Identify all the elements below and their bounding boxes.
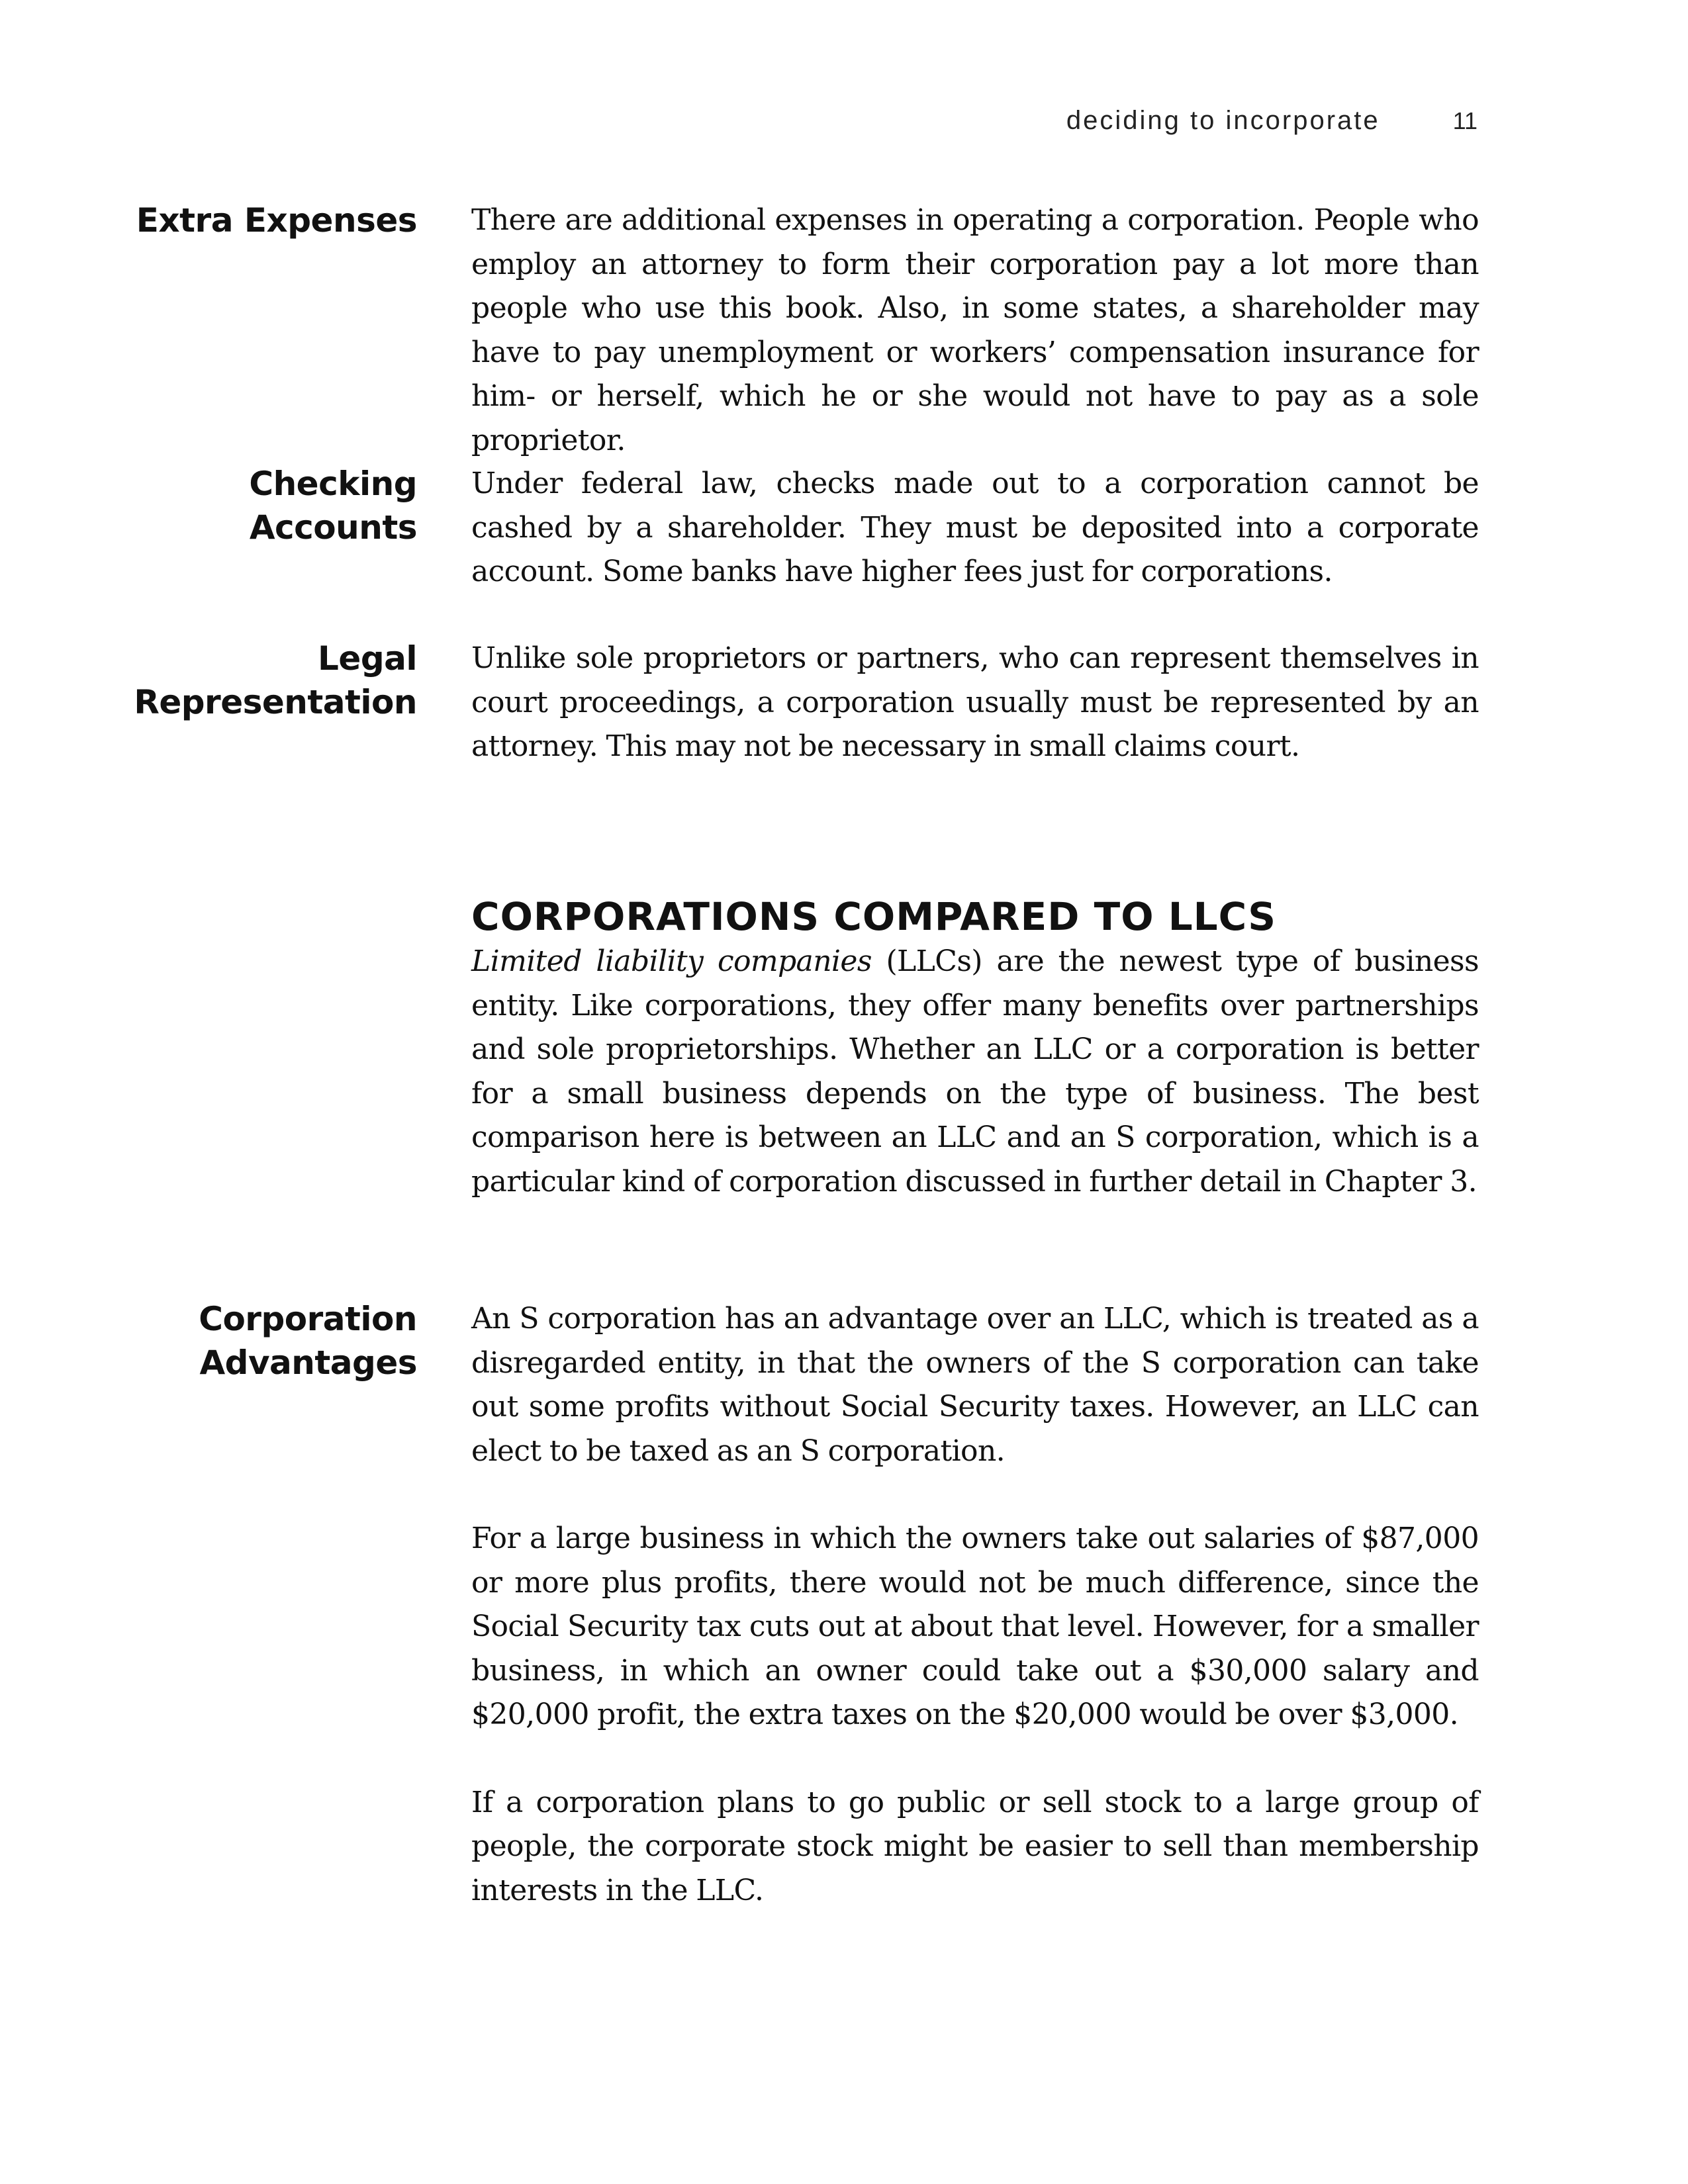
intro-rest: (LLCs) are the newest type of business entity. Like corporations, they offer many benefits over partnerships and sole proprietorships. Whether an LLC or a corporation is better for a small business depends on the type of business. The best comparison here is between an LLC and an S corporation, which is a particular kind of corporation discussed in further detail in Chapter 3.	[471, 944, 1479, 1199]
running-head	[1066, 106, 1477, 136]
page-number: 11	[1452, 107, 1477, 134]
section-heading: CORPORATIONS COMPARED TO LLCS	[471, 894, 1277, 939]
paragraph-extra-expenses: There are additional expenses in operating a corporation. People who employ an attorney to form their corporation pay a lot more than people who use this book. Also, in some states, a shareholder may have to pay unemployment or workers’ compensation insurance for him- or herself, which he or she would not have to pay as a sole proprietor.	[471, 203, 1479, 457]
side-heading-legal-representation	[20, 637, 417, 724]
paragraph-checking-accounts: Under federal law, checks made out to a corporation cannot be cashed by a shareholder. They must be deposited into a corporate account. Some banks have higher fees just for corporations.	[471, 467, 1479, 588]
side-heading-extra-expenses	[20, 199, 417, 242]
paragraph-advantages-1: An S corporation has an advantage over an LLC, which is treated as a disregarded entity, in that the owners of the S corporation can take out some profits without Social Security taxes. However, an LLC can elect to be taxed as an S corporation.	[471, 1302, 1479, 1468]
paragraph-llc-intro	[471, 940, 1479, 1204]
side-heading-corporation-advantages	[20, 1297, 417, 1385]
intro-italic-term: Limited liability companies	[471, 944, 872, 978]
side-heading-checking-accounts	[20, 462, 417, 549]
side-heading-line1: Checking	[249, 465, 417, 503]
side-heading-line1: Corporation	[199, 1300, 417, 1338]
running-head-title: deciding to incorporate	[1066, 106, 1380, 135]
side-heading-line1: Legal	[318, 639, 417, 678]
side-heading-line2: Accounts	[249, 508, 417, 547]
side-heading-text: Extra Expenses	[136, 201, 417, 240]
paragraph-advantages-3: If a corporation plans to go public or sell stock to a large group of people, the corporate stock might be easier to sell than membership interests in the LLC.	[471, 1785, 1479, 1907]
paragraph-advantages-2: For a large business in which the owners take out salaries of $87,000 or more plus profits, there would not be much difference, since the Social Security tax cuts out at about that level. However, for a smaller business, in which an owner could take out a $30,000 salary and $20,000 profit, the extra taxes on the $20,000 would be over $3,000.	[471, 1522, 1479, 1731]
paragraph-legal-representation: Unlike sole proprietors or partners, who can represent themselves in court proceedings, a corporation usually must be represented by an attorney. This may not be necessary in small claims court.	[471, 641, 1479, 763]
side-heading-line2: Advantages	[199, 1343, 417, 1382]
side-heading-line2: Representation	[134, 683, 417, 721]
